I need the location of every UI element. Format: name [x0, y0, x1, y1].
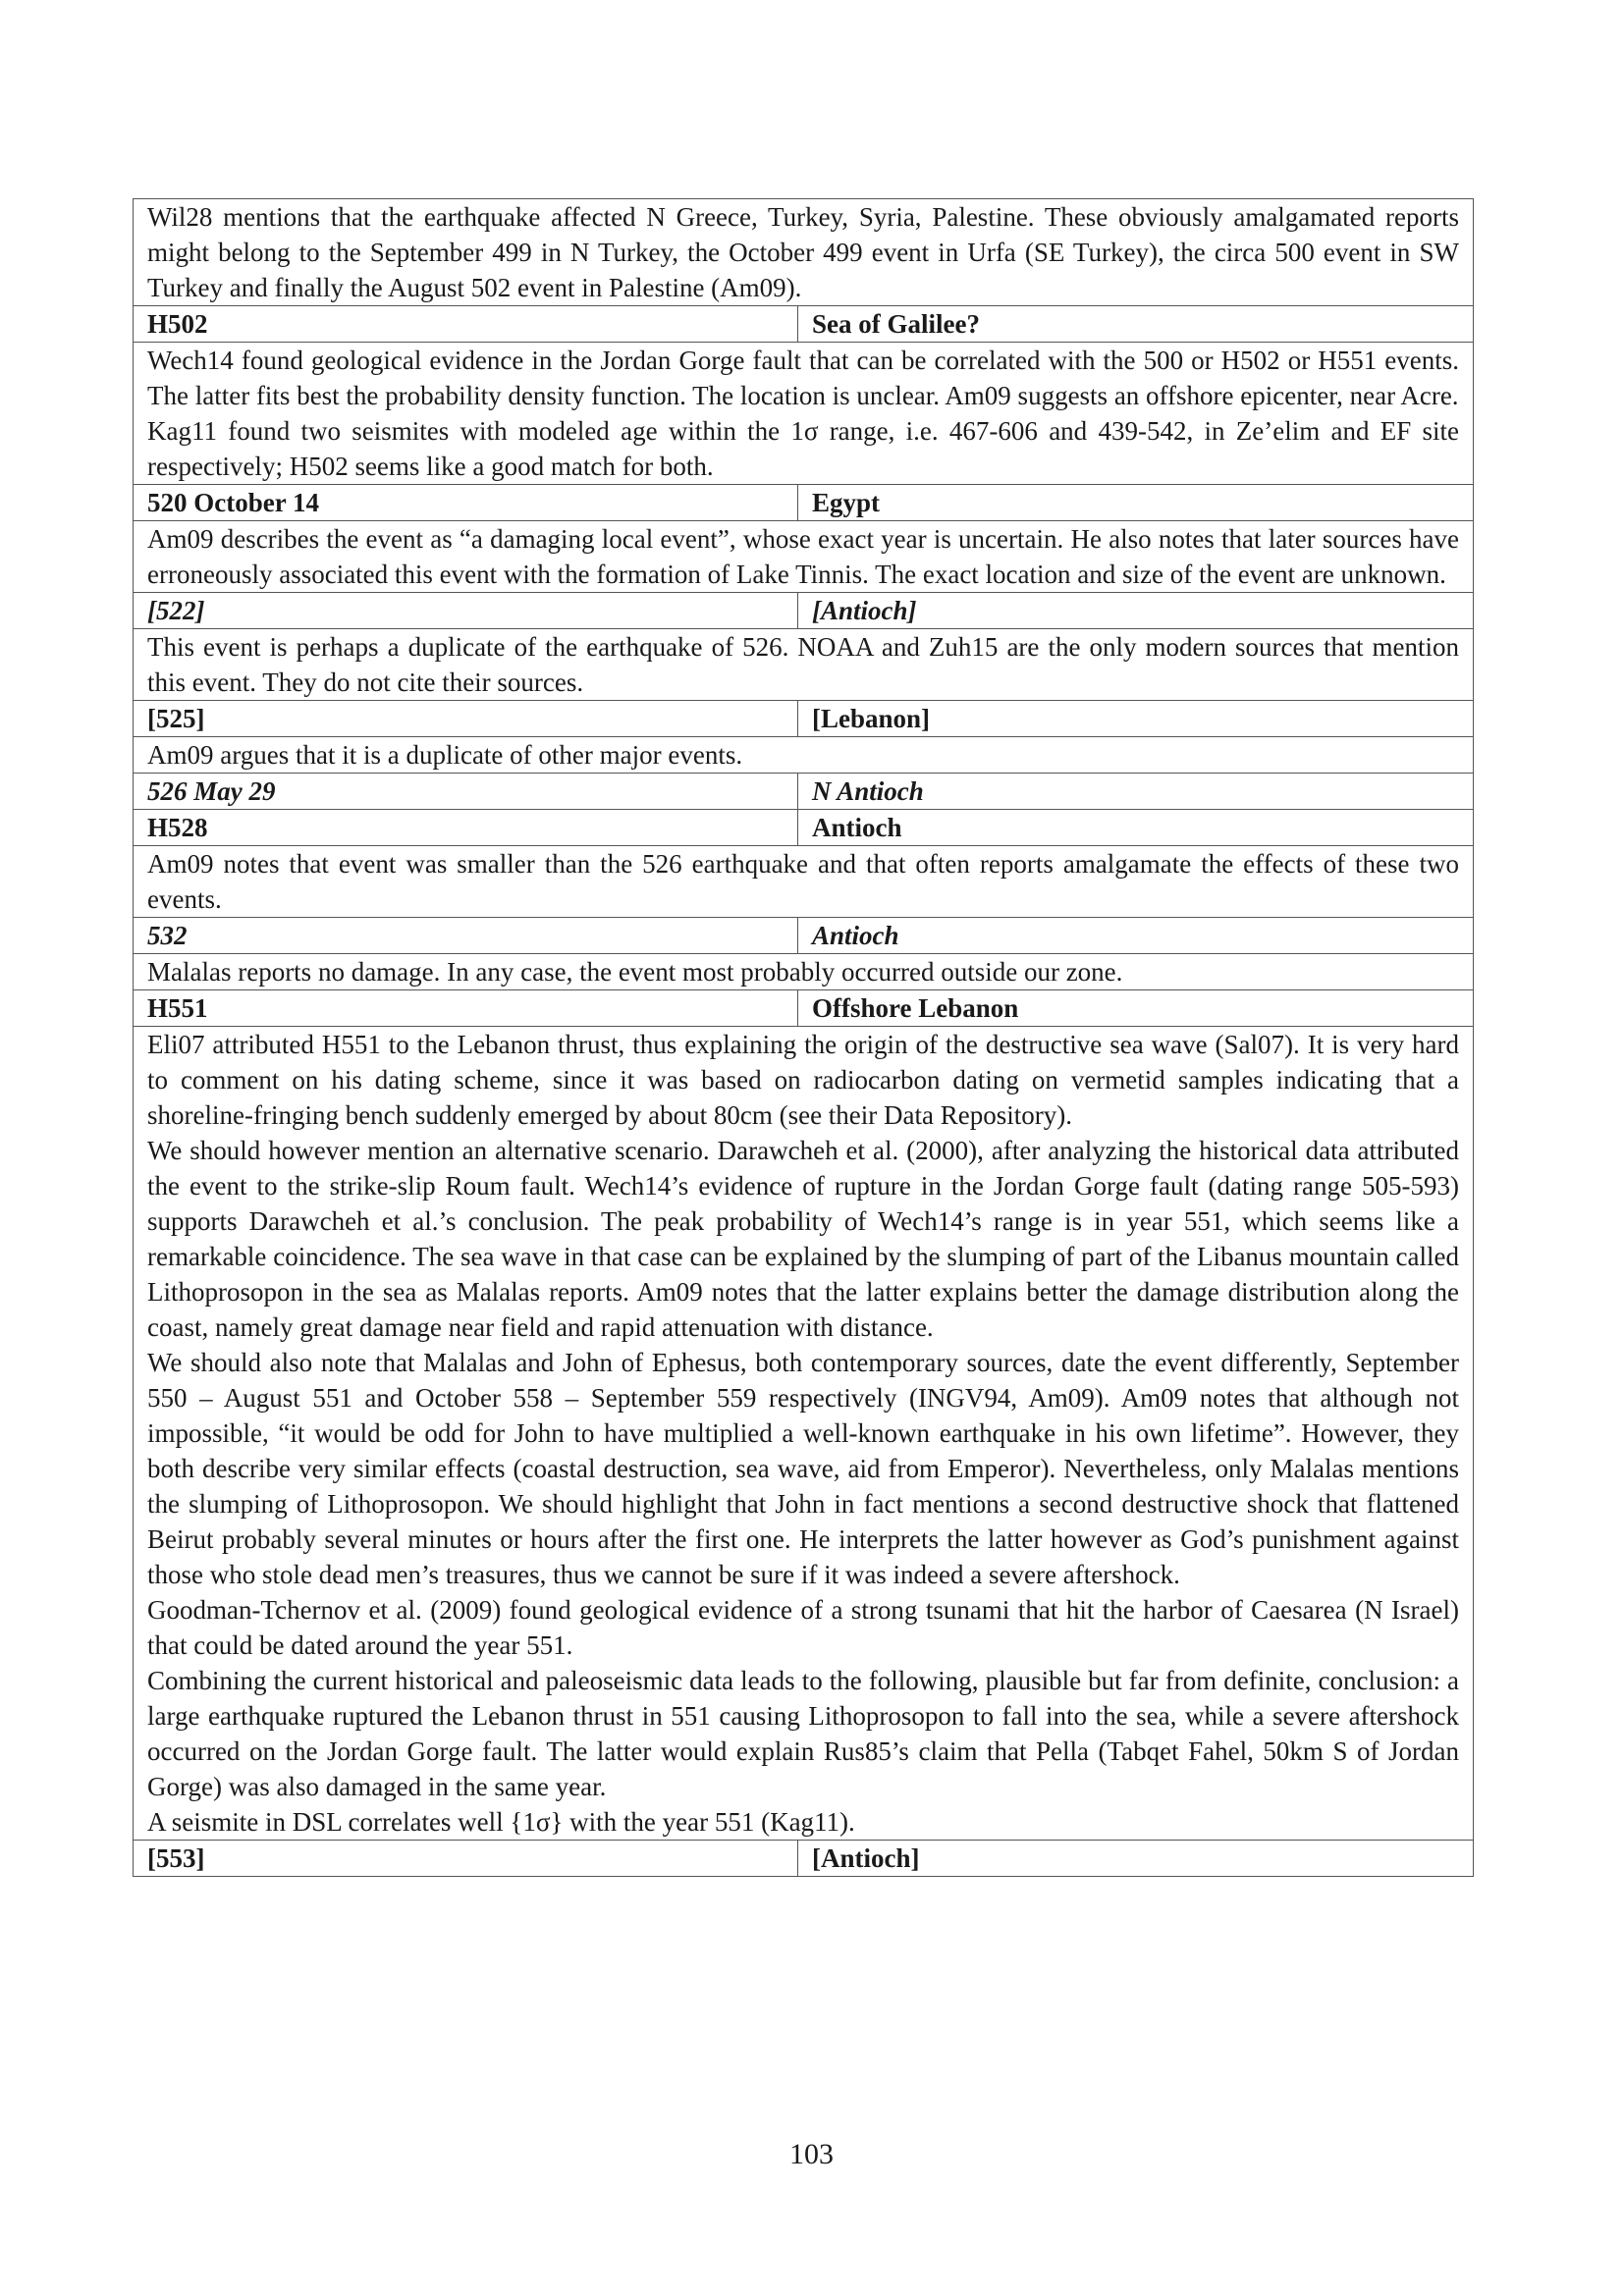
event-location: Antioch	[798, 810, 1474, 846]
description-paragraph: We should also note that Malalas and John of Ephesus, both contemporary sources, date the event differently, September 550 – August 551 and October 558 – September 559 respectively (INGV94, Am09). Am09 notes that although not impossible, “it would be odd for John to have multiplied a well-known earthquake in his own lifetime”. However, they both describe very similar effects (coastal destruction, sea wave, aid from Emperor). Nevertheless, only Malalas mentions the slumping of Lithoprosopon. We should highlight that John in fact mentions a second destructive shock that flattened Beirut probably several minutes or hours after the first one. He interprets the latter however as God’s punishment against those who stole dead men’s treasures, thus we cannot be sure if it was indeed a severe aftershock.	[147, 1348, 1460, 1589]
description-paragraph: This event is perhaps a duplicate of the earthquake of 526. NOAA and Zuh15 are the only modern sources that mention this event. They do not cite their sources.	[147, 632, 1460, 697]
event-header-row	[134, 306, 1474, 343]
description-row	[134, 1027, 1474, 1841]
description-paragraph: Am09 argues that it is a duplicate of other major events.	[147, 740, 743, 770]
event-date: 520 October 14	[134, 485, 798, 521]
event-location: Sea of Galilee?	[798, 306, 1474, 343]
description-paragraph: Eli07 attributed H551 to the Lebanon thrust, thus explaining the origin of the destructive sea wave (Sal07). It is very hard to comment on his dating scheme, since it was based on radiocarbon dating on vermetid samples indicating that a shoreline-fringing bench suddenly emerged by about 80cm (see their Data Repository).	[147, 1030, 1460, 1130]
event-date: 532	[134, 918, 798, 954]
event-location: [Lebanon]	[798, 701, 1474, 737]
description-row	[134, 846, 1474, 918]
description-paragraph: Am09 describes the event as “a damaging local event”, whose exact year is uncertain. He also notes that later sources have erroneously associated this event with the formation of Lake Tinnis. The exact location and size of the event are unknown.	[147, 524, 1460, 589]
description-paragraph: Wil28 mentions that the earthquake affected N Greece, Turkey, Syria, Palestine. These obviously amalgamated reports might belong to the September 499 in N Turkey, the October 499 event in Urfa (SE Turkey), the circa 500 event in SW Turkey and finally the August 502 event in Palestine (Am09).	[147, 202, 1460, 302]
event-header-row	[134, 810, 1474, 846]
description-paragraph: Goodman-Tchernov et al. (2009) found geological evidence of a strong tsunami that hit the harbor of Caesarea (N Israel) that could be dated around the year 551.	[147, 1595, 1460, 1660]
page-number: 103	[789, 2138, 834, 2170]
event-date: H551	[134, 990, 798, 1027]
description-paragraph: Am09 notes that event was smaller than the 526 earthquake and that often reports amalgamate the effects of these two events.	[147, 849, 1460, 914]
event-date: [522]	[134, 593, 798, 629]
event-header-row	[134, 485, 1474, 521]
event-location: N Antioch	[798, 774, 1474, 810]
description-paragraph: Malalas reports no damage. In any case, the event most probably occurred outside our zone.	[147, 957, 1123, 987]
description-row	[134, 629, 1474, 701]
event-description	[134, 521, 1474, 593]
description-row	[134, 954, 1474, 990]
event-date: H502	[134, 306, 798, 343]
description-paragraph: Wech14 found geological evidence in the Jordan Gorge fault that can be correlated with the 500 or H502 or H551 events. The latter fits best the probability density function. The location is unclear. Am09 suggests an offshore epicenter, near Acre.	[147, 346, 1460, 410]
event-header-row	[134, 701, 1474, 737]
event-location: [Antioch]	[798, 1841, 1474, 1877]
earthquake-catalog-table	[133, 198, 1474, 1877]
event-header-row	[134, 990, 1474, 1027]
event-location: Egypt	[798, 485, 1474, 521]
description-paragraph: Combining the current historical and paleoseismic data leads to the following, plausible but far from definite, conclusion: a large earthquake ruptured the Lebanon thrust in 551 causing Lithoprosopon to fall into the sea, while a severe aftershock occurred on the Jordan Gorge fault. The latter would explain Rus85’s claim that Pella (Tabqet Fahel, 50km S of Jordan Gorge) was also damaged in the same year.	[147, 1666, 1460, 1801]
event-description	[134, 737, 1474, 774]
event-date: 526 May 29	[134, 774, 798, 810]
event-description	[134, 1027, 1474, 1841]
event-header-row	[134, 593, 1474, 629]
event-header-row	[134, 1841, 1474, 1877]
description-paragraph: A seismite in DSL correlates well {1σ} with the year 551 (Kag11).	[147, 1807, 855, 1837]
description-row	[134, 199, 1474, 306]
description-row	[134, 737, 1474, 774]
event-location: Antioch	[798, 918, 1474, 954]
description-paragraph: We should however mention an alternative scenario. Darawcheh et al. (2000), after analyzing the historical data attributed the event to the strike-slip Roum fault. Wech14’s evidence of rupture in the Jordan Gorge fault (dating range 505-593) supports Darawcheh et al.’s conclusion. The peak probability of Wech14’s range is in year 551, which seems like a remarkable coincidence. The sea wave in that case can be explained by the slumping of part of the Libanus mountain called Lithoprosopon in the sea as Malalas reports. Am09 notes that the latter explains better the damage distribution along the coast, namely great damage near field and rapid attenuation with distance.	[147, 1136, 1460, 1342]
event-header-row	[134, 774, 1474, 810]
event-description	[134, 954, 1474, 990]
event-location: [Antioch]	[798, 593, 1474, 629]
description-row	[134, 343, 1474, 485]
event-date: [525]	[134, 701, 798, 737]
event-date: [553]	[134, 1841, 798, 1877]
event-header-row	[134, 918, 1474, 954]
event-description	[134, 629, 1474, 701]
event-description	[134, 199, 1474, 306]
event-date: H528	[134, 810, 798, 846]
catalog-body	[134, 199, 1474, 1877]
event-description	[134, 343, 1474, 485]
description-row	[134, 521, 1474, 593]
event-description	[134, 846, 1474, 918]
event-location: Offshore Lebanon	[798, 990, 1474, 1027]
description-paragraph: Kag11 found two seismites with modeled age within the 1σ range, i.e. 467-606 and 439-542, in Ze’elim and EF site respectively; H502 seems like a good match for both.	[147, 416, 1460, 481]
